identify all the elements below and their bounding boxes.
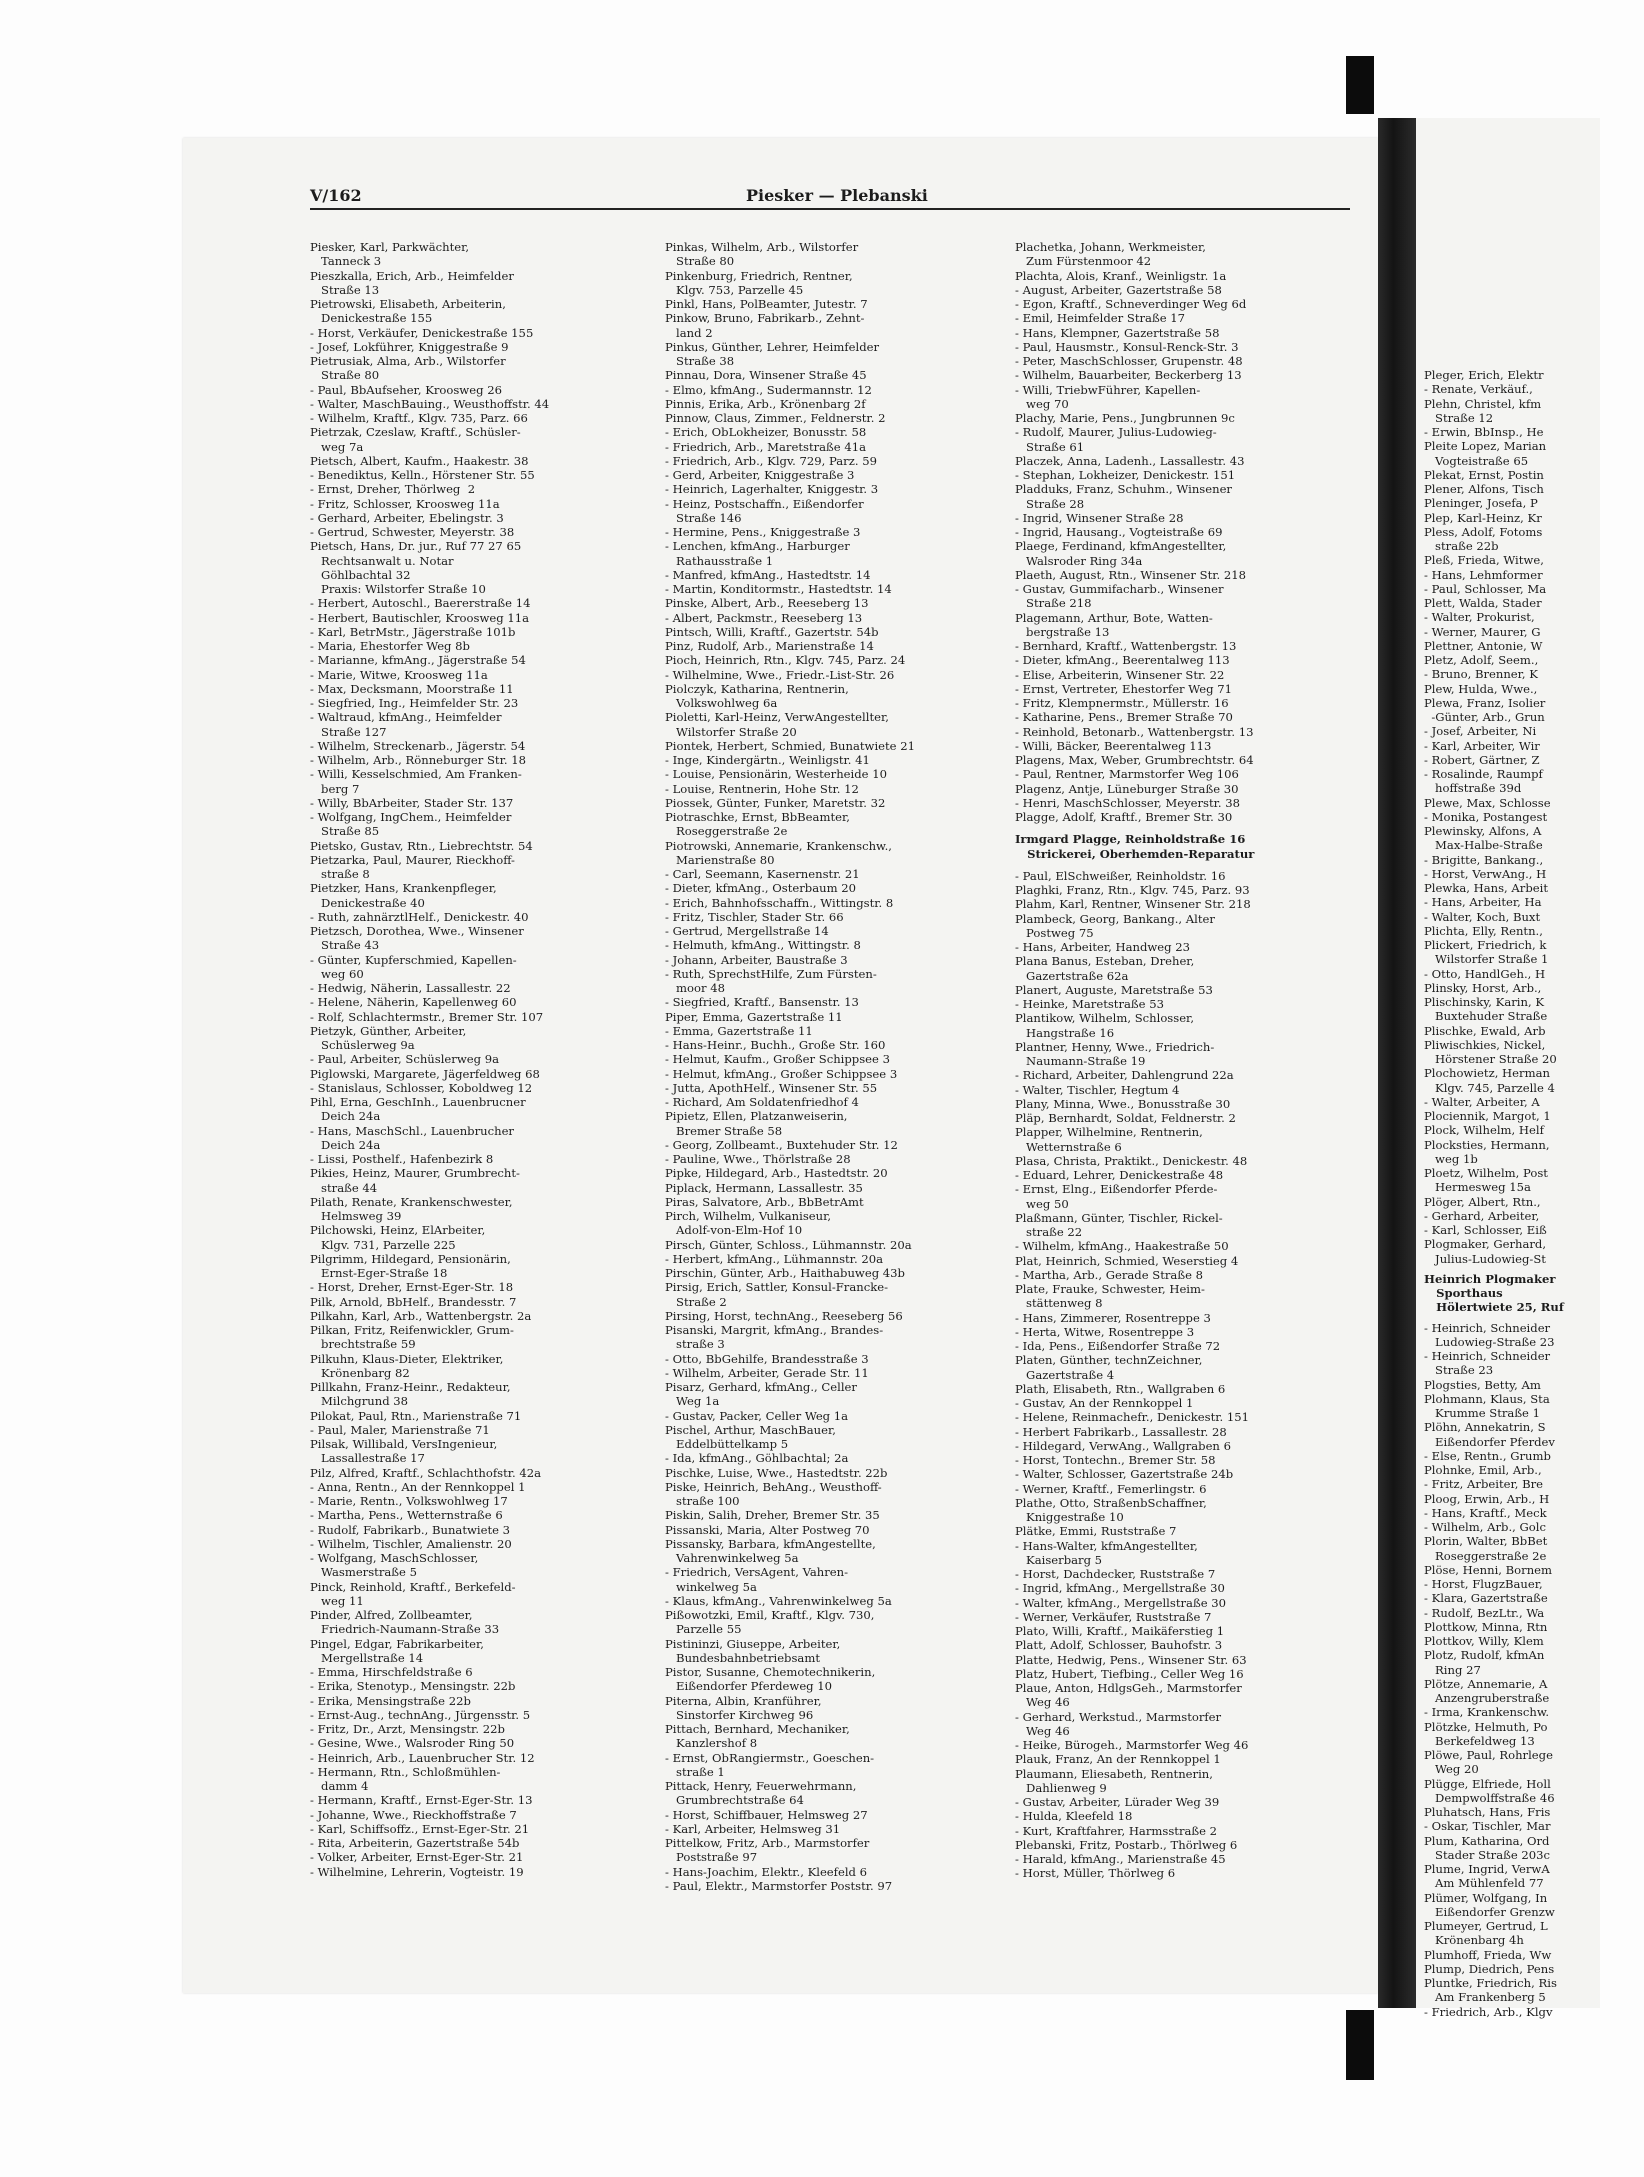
column-1 (310, 240, 640, 1879)
page-header (310, 186, 1350, 208)
ad-plogmaker-line2: Sporthaus (1424, 1286, 1503, 1300)
column-3 (1015, 240, 1355, 1881)
column-2 (665, 240, 1000, 1893)
column-1-text: Piesker, Karl, Parkwächter, Tanneck 3 Pieszkalla, Erich, Arb., Heimfelder Straße 13 Pietrowski, Elisabeth, Arbeiterin, Denickestraße 155 - Horst, Verkäufer, Denickestraße 155 - Josef, Lokführer, Kniggestraße 9 Pietrusiak, Alma, Arb., Wilstorfer Straße 80 - Paul, BbAufseher, Kroosweg 26 - Walter, MaschBauing., Weusthoffstr. 44 - Wilhelm, Kraftf., Klgv. 735, Parz. 66 Pietrzak, Czeslaw, Kraftf., Schüsler- weg 7a Pietsch, Albert, Kaufm., Haakestr. 38 - Benediktus, Kelln., Hörstener Str. 55 - Ernst, Dreher, Thörlweg 2 - Fritz, Schlosser, Kroosweg 11a - Gerhard, Arbeiter, Ebelingstr. 3 - Gertrud, Schwester, Meyerstr. 38 Pietsch, Hans, Dr. jur., Ruf 77 27 65 Rechtsanwalt u. Notar Göhlbachtal 32 Praxis: Wilstorfer Straße 10 - Herbert, Autoschl., Baererstraße 14 - Herbert, Bautischler, Kroosweg 11a - Karl, BetrMstr., Jägerstraße 101b - Maria, Ehestorfer Weg 8b - Marianne, kfmAng., Jägerstraße 54 - Marie, Witwe, Kroosweg 11a - Max, Decksmann, Moorstraße 11 - Siegfried, Ing., Heimfelder Str. 23 - Waltraud, kfmAng., Heimfelder Straße 127 - Wilhelm, Streckenarb., Jägerstr. 54 - Wilhelm, Arb., Rönneburger Str. 18 - Willi, Kesselschmied, Am Franken- berg 7 - Willy, BbArbeiter, Stader Str. 137 - Wolfgang, IngChem., Heimfelder Straße 85 Pietsko, Gustav, Rtn., Liebrechtstr. 54 Pietzarka, Paul, Maurer, Rieckhoff- straße 8 Pietzker, Hans, Krankenpfleger, Denickestraße 40 - Ruth, zahnärztlHelf., Denickestr. 40 Pietzsch, Dorothea, Wwe., Winsener Straße 43 - Günter, Kupferschmied, Kapellen- weg 60 - Hedwig, Näherin, Lassallestr. 22 - Helene, Näherin, Kapellenweg 60 - Rolf, Schlachtermstr., Bremer Str. 107 Pietzyk, Günther, Arbeiter, Schüslerweg 9a - Paul, Arbeiter, Schüslerweg 9a Piglowski, Margarete, Jägerfeldweg 68 - Stanislaus, Schlosser, Koboldweg 12 Pihl, Erna, GeschInh., Lauenbrucner Deich 24a - Hans, MaschSchl., Lauenbrucher Deich 24a - Lissi, Posthelf., Hafenbezirk 8 Pikies, Heinz, Maurer, Grumbrecht- straße 44 Pilath, Renate, Krankenschwester, Helmsweg 39 Pilchowski, Heinz, ElArbeiter, Klgv. 731, Parzelle 225 Pilgrimm, Hildegard, Pensionärin, Ernst-Eger-Straße 18 - Horst, Dreher, Ernst-Eger-Str. 18 Pilk, Arnold, BbHelf., Brandesstr. 7 Pilkahn, Karl, Arb., Wattenbergstr. 2a Pilkan, Fritz, Reifenwickler, Grum- brechtstraße 59 Pilkuhn, Klaus-Dieter, Elektriker, Krönenbarg 82 Pillkahn, Franz-Heinr., Redakteur, Milchgrund 38 Pilokat, Paul, Rtn., Marienstraße 71 - Paul, Maler, Marienstraße 71 Pilsak, Willibald, VersIngenieur, Lassallestraße 17 Pilz, Alfred, Kraftf., Schlachthofstr. 42a - Anna, Rentn., An der Rennkoppel 1 - Marie, Rentn., Volkswohlweg 17 - Martha, Pens., Wetternstraße 6 - Rudolf, Fabrikarb., Bunatwiete 3 - Wilhelm, Tischler, Amalienstr. 20 - Wolfgang, MaschSchlosser, Wasmerstraße 5 Pinck, Reinhold, Kraftf., Berkefeld- weg 11 Pinder, Alfred, Zollbeamter, Friedrich-Naumann-Straße 33 Pingel, Edgar, Fabrikarbeiter, Mergellstraße 14 - Emma, Hirschfeldstraße 6 - Erika, Stenotyp., Mensingstr. 22b - Erika, Mensingstraße 22b - Ernst-Aug., technAng., Jürgensstr. 5 - Fritz, Dr., Arzt, Mensingstr. 22b - Gesine, Wwe., Walsroder Ring 50 - Heinrich, Arb., Lauenbrucher Str. 12 - Hermann, Rtn., Schloßmühlen- damm 4 - Hermann, Kraftf., Ernst-Eger-Str. 13 - Johanne, Wwe., Rieckhoffstraße 7 - Karl, Schiffsoffz., Ernst-Eger-Str. 21 - Rita, Arbeiterin, Gazertstraße 54b - Volker, Arbeiter, Ernst-Eger-Str. 21 - Wilhelmine, Lehrerin, Vogteistr. 19 (310, 240, 550, 1879)
scan-marker-top (1346, 56, 1374, 114)
book-gutter (1378, 118, 1416, 2008)
page-number: V/162 (310, 186, 362, 205)
column-4b-text: - Heinrich, Schneider Ludowieg-Straße 23 - Heinrich, Schneider Straße 23 Plogsties, Betty, Am Plohmann, Klaus, Sta Krumme Straße 1 Plöhn, Annekatrin, S Eißendorfer Pferdev - Else, Rentn., Grumb Plohnke, Emil, Arb., - Fritz, Arbeiter, Bre Ploog, Erwin, Arb., H - Hans, Kraftf., Meck - Wilhelm, Arb., Golc Plorin, Walter, BbBet Roseggerstraße 2e Plöse, Henni, Bornem - Horst, FlugzBauer, - Klara, Gazertstraße - Rudolf, BezLtr., Wa Plottkow, Minna, Rtn Plottkov, Willy, Klem Plotz, Rudolf, kfmAn Ring 27 Plötze, Annemarie, A Anzengruberstraße - Irma, Krankenschw. Plötzke, Helmuth, Po Berkefeldweg 13 Plöwe, Paul, Rohrlege Weg 20 Plügge, Elfriede, Holl Dempwolffstraße 46 Pluhatsch, Hans, Fris - Oskar, Tischler, Mar Plum, Katharina, Ord Stader Straße 203c Plume, Ingrid, VerwA Am Mühlenfeld 77 Plümer, Wolfgang, In Eißendorfer Grenzw Plumeyer, Gertrud, L Krönenbarg 4h Plumhoff, Frieda, Ww Plump, Diedrich, Pens Pluntke, Friedrich, Ris Am Frankenberg 5 - Friedrich, Arb., Klgv (1424, 1320, 1557, 2019)
scan-marker-bottom (1346, 2010, 1374, 2080)
ad-plogmaker-line1: Heinrich Plogmaker (1424, 1271, 1556, 1286)
column-2-text: Pinkas, Wilhelm, Arb., Wilstorfer Straße 80 Pinkenburg, Friedrich, Rentner, Klgv. 753, Parzelle 45 Pinkl, Hans, PolBeamter, Jutestr. 7 Pinkow, Bruno, Fabrikarb., Zehnt- land 2 Pinkus, Günther, Lehrer, Heimfelder Straße 38 Pinnau, Dora, Winsener Straße 45 - Elmo, kfmAng., Sudermannstr. 12 Pinnis, Erika, Arb., Krönenbarg 2f Pinnow, Claus, Zimmer., Feldnerstr. 2 - Erich, ObLokheizer, Bonusstr. 58 - Friedrich, Arb., Maretstraße 41a - Friedrich, Arb., Klgv. 729, Parz. 59 - Gerd, Arbeiter, Kniggestraße 3 - Heinrich, Lagerhalter, Kniggestr. 3 - Heinz, Postschaffn., Eißendorfer Straße 146 - Hermine, Pens., Kniggestraße 3 - Lenchen, kfmAng., Harburger Rathausstraße 1 - Manfred, kfmAng., Hastedtstr. 14 - Martin, Konditormstr., Hastedtstr. 14 Pinske, Albert, Arb., Reeseberg 13 - Albert, Packmstr., Reeseberg 13 Pintsch, Willi, Kraftf., Gazertstr. 54b Pinz, Rudolf, Arb., Marienstraße 14 Pioch, Heinrich, Rtn., Klgv. 745, Parz. 24 - Wilhelmine, Wwe., Friedr.-List-Str. 26 Piolczyk, Katharina, Rentnerin, Volkswohlweg 6a Pioletti, Karl-Heinz, VerwAngestellter, Wilstorfer Straße 20 Piontek, Herbert, Schmied, Bunatwiete 21 - Inge, Kindergärtn., Weinligstr. 41 - Louise, Pensionärin, Westerheide 10 - Louise, Rentnerin, Hohe Str. 12 Piossek, Günter, Funker, Maretstr. 32 Piotraschke, Ernst, BbBeamter, Roseggerstraße 2e Piotrowski, Annemarie, Krankenschw., Marienstraße 80 - Carl, Seemann, Kasernenstr. 21 - Dieter, kfmAng., Osterbaum 20 - Erich, Bahnhofsschaffn., Wittingstr. 8 - Fritz, Tischler, Stader Str. 66 - Gertrud, Mergellstraße 14 - Helmuth, kfmAng., Wittingstr. 8 - Johann, Arbeiter, Baustraße 3 - Ruth, SprechstHilfe, Zum Fürsten- moor 48 - Siegfried, Kraftf., Bansenstr. 13 Piper, Emma, Gazertstraße 11 - Emma, Gazertstraße 11 - Hans-Heinr., Buchh., Große Str. 160 - Helmut, Kaufm., Großer Schippsee 3 - Helmut, kfmAng., Großer Schippsee 3 - Jutta, ApothHelf., Winsener Str. 55 - Richard, Am Soldatenfriedhof 4 Pipietz, Ellen, Platzanweiserin, Bremer Straße 58 - Georg, Zollbeamt., Buxtehuder Str. 12 - Pauline, Wwe., Thörlstraße 28 Pipke, Hildegard, Arb., Hastedtstr. 20 Piplack, Hermann, Lassallestr. 35 Piras, Salvatore, Arb., BbBetrAmt Pirch, Wilhelm, Vulkaniseur, Adolf-von-Elm-Hof 10 Pirsch, Günter, Schloss., Lühmannstr. 20a - Herbert, kfmAng., Lühmannstr. 20a Pirschin, Günter, Arb., Haithabuweg 43b Pirsig, Erich, Sattler, Konsul-Francke- Straße 2 Pirsing, Horst, technAng., Reeseberg 56 Pisanski, Margrit, kfmAng., Brandes- straße 3 - Otto, BbGehilfe, Brandesstraße 3 - Wilhelm, Arbeiter, Gerade Str. 11 Pisarz, Gerhard, kfmAng., Celler Weg 1a - Gustav, Packer, Celler Weg 1a Pischel, Arthur, MaschBauer, Eddelbüttelkamp 5 - Ida, kfmAng., Göhlbachtal; 2a Pischke, Luise, Wwe., Hastedtstr. 22b Piske, Heinrich, BehAng., Weusthoff- straße 100 Piskin, Salih, Dreher, Bremer Str. 35 Pissanski, Maria, Alter Postweg 70 Pissansky, Barbara, kfmAngestellte, Vahrenwinkelweg 5a - Friedrich, VersAgent, Vahren- winkelweg 5a - Klaus, kfmAng., Vahrenwinkelweg 5a Pißowotzki, Emil, Kraftf., Klgv. 730, Parzelle 55 Pistininzi, Giuseppe, Arbeiter, Bundesbahnbetriebsamt Pistor, Susanne, Chemotechnikerin, Eißendorfer Pferdeweg 10 Piterna, Albin, Kranführer, Sinstorfer Kirchweg 96 Pittach, Bernhard, Mechaniker, Kanzlershof 8 - Ernst, ObRangiermstr., Goeschen- straße 1 Pittack, Henry, Feuerwehrmann, Grumbrechtstraße 64 - Horst, Schiffbauer, Helmsweg 27 - Karl, Arbeiter, Helmsweg 31 Pittelkow, Fritz, Arb., Marmstorfer Poststraße 97 - Hans-Joachim, Elektr., Kleefeld 6 - Paul, Elektr., Marmstorfer Poststr. 97 (665, 240, 915, 1893)
header-rule (310, 208, 1350, 210)
column-3b-text: - Paul, ElSchweißer, Reinholdstr. 16 Plaghki, Franz, Rtn., Klgv. 745, Parz. 93 Plahm, Karl, Rentner, Winsener Str. 218 Plambeck, Georg, Bankang., Alter Postweg 75 - Hans, Arbeiter, Handweg 23 Plana Banus, Esteban, Dreher, Gazertstraße 62a Planert, Auguste, Maretstraße 53 - Heinke, Maretstraße 53 Plantikow, Wilhelm, Schlosser, Hangstraße 16 Plantner, Henny, Wwe., Friedrich- Naumann-Straße 19 - Richard, Arbeiter, Dahlengrund 22a - Walter, Tischler, Hegtum 4 Plany, Minna, Wwe., Bonusstraße 30 Pläp, Bernhardt, Soldat, Feldnerstr. 2 Plapper, Wilhelmine, Rentnerin, Wetternstraße 6 Plasa, Christa, Praktikt., Denickestr. 48 - Eduard, Lehrer, Denickestraße 48 - Ernst, Elng., Eißendorfer Pferde- weg 50 Plaßmann, Günter, Tischler, Rickel- straße 22 - Wilhelm, kfmAng., Haakestraße 50 Plat, Heinrich, Schmied, Weserstieg 4 - Martha, Arb., Gerade Straße 8 Plate, Frauke, Schwester, Heim- stättenweg 8 - Hans, Zimmerer, Rosentreppe 3 - Herta, Witwe, Rosentreppe 3 - Ida, Pens., Eißendorfer Straße 72 Platen, Günther, technZeichner, Gazertstraße 4 Plath, Elisabeth, Rtn., Wallgraben 6 - Gustav, An der Rennkoppel 1 - Helene, Reinmachefr., Denickestr. 151 - Herbert Fabrikarb., Lassallestr. 28 - Hildegard, VerwAng., Wallgraben 6 - Horst, Tontechn., Bremer Str. 58 - Walter, Schlosser, Gazertstraße 24b - Werner, Kraftf., Femerlingstr. 6 Plathe, Otto, StraßenbSchaffner, Kniggestraße 10 Plätke, Emmi, Ruststraße 7 - Hans-Walter, kfmAngestellter, Kaiserbarg 5 - Horst, Dachdecker, Ruststraße 7 - Ingrid, kfmAng., Mergellstraße 30 - Walter, kfmAng., Mergellstraße 30 - Werner, Verkäufer, Ruststraße 7 Plato, Willi, Kraftf., Maikäferstieg 1 Platt, Adolf, Schlosser, Bauhofstr. 3 Platte, Hedwig, Pens., Winsener Str. 63 Platz, Hubert, Tiefbing., Celler Weg 16 Plaue, Anton, HdlgsGeh., Marmstorfer Weg 46 - Gerhard, Werkstud., Marmstorfer Weg 46 - Heike, Bürogeh., Marmstorfer Weg 46 Plauk, Franz, An der Rennkoppel 1 Plaumann, Eliesabeth, Rentnerin, Dahlienweg 9 - Gustav, Arbeiter, Lürader Weg 39 - Hulda, Kleefeld 18 - Kurt, Kraftfahrer, Harmsstraße 2 Plebanski, Fritz, Postarb., Thörlweg 6 - Harald, kfmAng., Marienstraße 45 - Horst, Müller, Thörlweg 6 (1015, 868, 1251, 1881)
page-title: Piesker — Plebanski (746, 186, 928, 205)
column-4 (1424, 368, 1644, 2019)
ad-plogmaker-line3: Hölertwiete 25, Ruf (1424, 1300, 1564, 1315)
column-4-text: Pleger, Erich, Elektr - Renate, Verkäuf., Plehn, Christel, kfm Straße 12 - Erwin, BbInsp., He Pleite Lopez, Marian Vogteistraße 65 Plekat, Ernst, Postin Plener, Alfons, Tisch Pleninger, Josefa, P Plep, Karl-Heinz, Kr Pless, Adolf, Fotoms straße 22b Pleß, Frieda, Witwe, - Hans, Lehmformer - Paul, Schlosser, Ma Plett, Walda, Stader - Walter, Prokurist, - Werner, Maurer, G Plettner, Antonie, W Pletz, Adolf, Seem., - Bruno, Brenner, K Plew, Hulda, Wwe., Plewa, Franz, Isolier -Günter, Arb., Grun - Josef, Arbeiter, Ni - Karl, Arbeiter, Wir - Robert, Gärtner, Z - Rosalinde, Raumpf hoffstraße 39d Plewe, Max, Schlosse - Monika, Postangest Plewinsky, Alfons, A Max-Halbe-Straße - Brigitte, Bankang., - Horst, VerwAng., H Plewka, Hans, Arbeit - Hans, Arbeiter, Ha - Walter, Koch, Buxt Plichta, Elly, Rentn., Plickert, Friedrich, k Wilstorfer Straße 1 - Otto, HandlGeh., H Plinsky, Horst, Arb., Plischinsky, Karin, K Buxtehuder Straße Plischke, Ewald, Arb Pliwischkies, Nickel, Hörstener Straße 20 Plochowietz, Herman Klgv. 745, Parzelle 4 - Walter, Arbeiter, A Plociennik, Margot, 1 Plock, Wilhelm, Helf Plocksties, Hermann, weg 1b Ploetz, Wilhelm, Post Hermesweg 15a Plöger, Albert, Rtn., - Gerhard, Arbeiter, - Karl, Schlosser, Eiß Plogmaker, Gerhard, Julius-Ludowieg-St (1424, 368, 1557, 1266)
column-3-text: Plachetka, Johann, Werkmeister, Zum Fürstenmoor 42 Plachta, Alois, Kranf., Weinligstr. 1a - August, Arbeiter, Gazertstraße 58 - Egon, Kraftf., Schneverdinger Weg 6d - Emil, Heimfelder Straße 17 - Hans, Klempner, Gazertstraße 58 - Paul, Hausmstr., Konsul-Renck-Str. 3 - Peter, MaschSchlosser, Grupenstr. 48 - Wilhelm, Bauarbeiter, Beckerberg 13 - Willi, TriebwFührer, Kapellen- weg 70 Plachy, Marie, Pens., Jungbrunnen 9c - Rudolf, Maurer, Julius-Ludowieg- Straße 61 Placzek, Anna, Ladenh., Lassallestr. 43 - Stephan, Lokheizer, Denickestr. 151 Pladduks, Franz, Schuhm., Winsener Straße 28 - Ingrid, Winsener Straße 28 - Ingrid, Hausang., Vogteistraße 69 Plaege, Ferdinand, kfmAngestellter, Walsroder Ring 34a Plaeth, August, Rtn., Winsener Str. 218 - Gustav, Gummifacharb., Winsener Straße 218 Plagemann, Arthur, Bote, Watten- bergstraße 13 - Bernhard, Kraftf., Wattenbergstr. 13 - Dieter, kfmAng., Beerentalweg 113 - Elise, Arbeiterin, Winsener Str. 22 - Ernst, Vertreter, Ehestorfer Weg 71 - Fritz, Klempnermstr., Müllerstr. 16 - Katharine, Pens., Bremer Straße 70 - Reinhold, Betonarb., Wattenbergstr. 13 - Willi, Bäcker, Beerentalweg 113 Plagens, Max, Weber, Grumbrechtstr. 64 - Paul, Rentner, Marmstorfer Weg 106 Plagenz, Antje, Lüneburger Straße 30 - Henri, MaschSchlosser, Meyerstr. 38 Plagge, Adolf, Kraftf., Bremer Str. 30 (1015, 240, 1254, 824)
ad-plagge-line2: Strickerei, Oberhemden-Reparatur (1015, 846, 1255, 861)
ad-plagge-line1: Irmgard Plagge, Reinholdstraße 16 (1015, 832, 1246, 847)
adjacent-page (1416, 118, 1600, 2019)
